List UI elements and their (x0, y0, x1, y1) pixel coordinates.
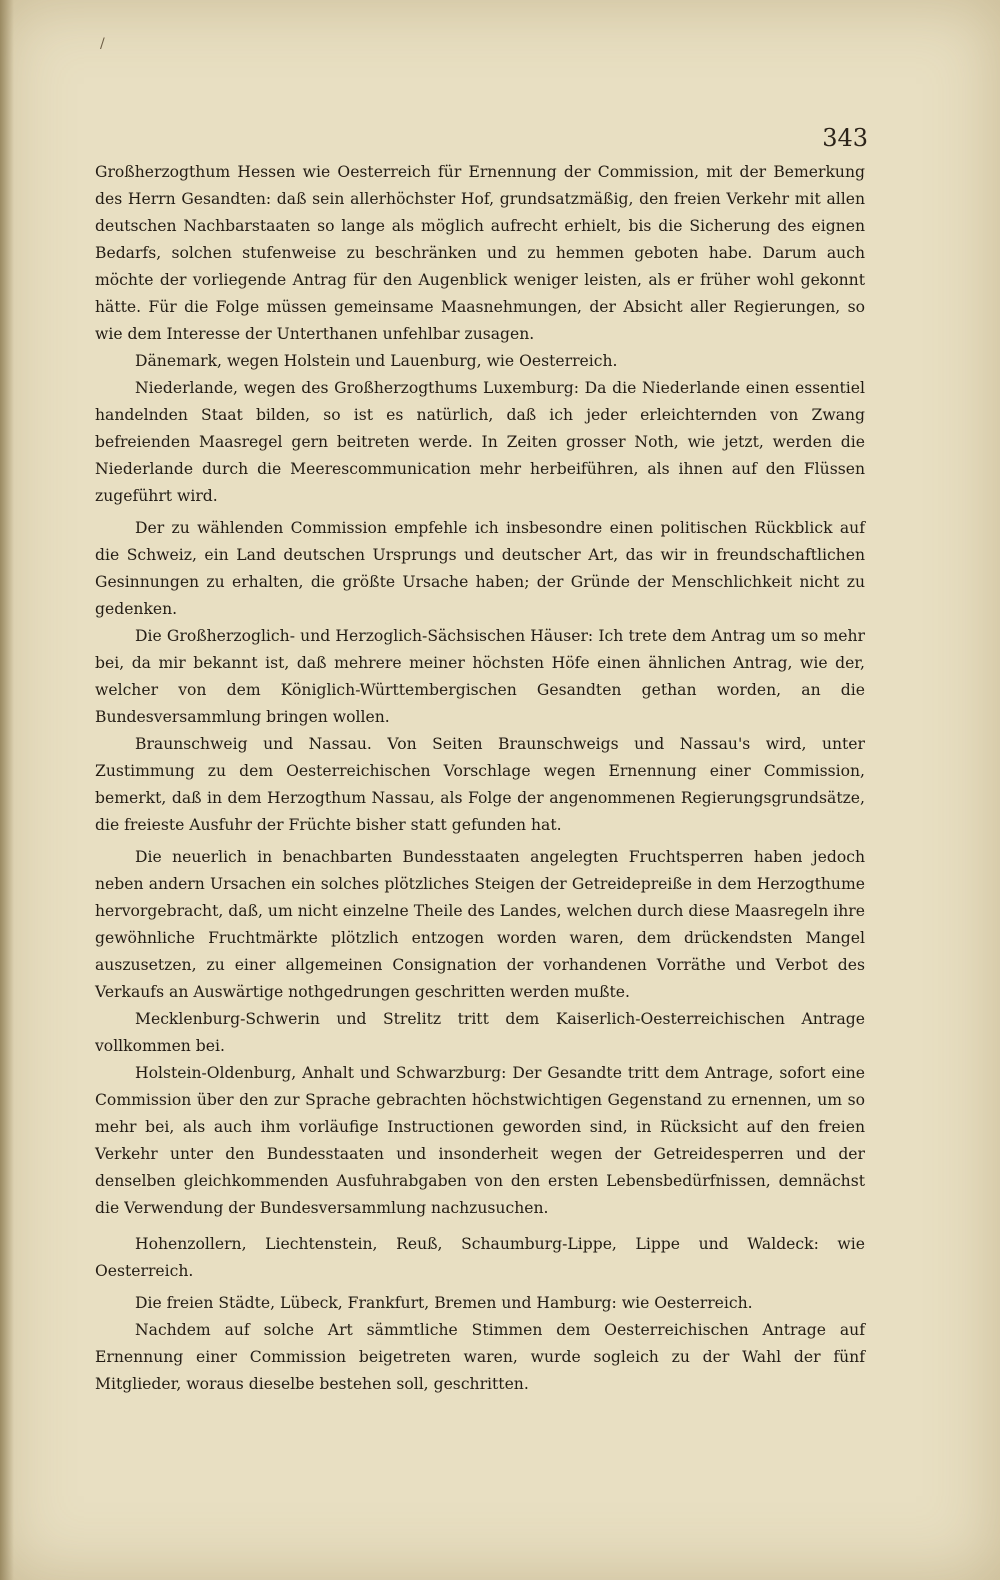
paragraph-saechsische-haeuser: Die Großherzoglich- und Herzoglich-Sächsischen Häuser: Ich trete dem Antrag um so mehr bei, da mir bekannt ist, daß mehrere meiner höchsten Höfe einen ähnlichen Antrag, wie der, welcher von dem Königlich-Württembergischen Gesandten gethan worden, an die Bundesversammlung bringen wollen. (95, 627, 865, 726)
paragraph-hohenzollern: Hohenzollern, Liechtenstein, Reuß, Schaumburg-Lippe, Lippe und Waldeck: wie Oesterreich. (95, 1235, 865, 1280)
paragraph-hessen: Großherzogthum Hessen wie Oesterreich für Ernennung der Commission, mit der Bemerkung des Herrn Gesandten: daß sein allerhöchster Hof, grundsatzmäßig, den freien Verkehr mit allen deutschen Nachbarstaaten so lange als möglich aufrecht erhielt, bis die Sicherung des eignen Bedarfs, solchen stufenweise zu beschränken und zu hemmen geboten habe. Darum auch möchte der vorliegende Antrag für den Augenblick weniger leisten, als er früher wohl gekonnt hätte. Für die Folge müssen gemeinsame Maasnehmungen, der Absicht aller Regierungen, so wie dem Interesse der Unterthanen unfehlbar zusagen. (95, 163, 865, 343)
paragraph-conclusion: Nachdem auf solche Art sämmtliche Stimmen dem Oesterreichischen Antrage auf Ernennung einer Commission beigetreten waren, wurde sogleich zu der Wahl der fünf Mitglieder, woraus dieselbe bestehen soll, geschritten. (95, 1321, 865, 1393)
body-text (95, 159, 865, 1398)
page-number: 343 (822, 124, 868, 152)
binding-shadow (0, 0, 14, 1580)
paragraph-commission-schweiz: Der zu wählenden Commission empfehle ich insbesondre einen politischen Rückblick auf die Schweiz, ein Land deutschen Ursprungs und deutscher Art, das wir in freundschaftlichen Gesinnungen zu erhalten, die größte Ursache haben; der Gründe der Menschlichkeit nicht zu gedenken. (95, 519, 865, 618)
paragraph-daenemark: Dänemark, wegen Holstein und Lauenburg, wie Oesterreich. (135, 352, 618, 370)
paragraph-niederlande: Niederlande, wegen des Großherzogthums Luxemburg: Da die Niederlande einen essentiel handelnden Staat bilden, so ist es natürlich, daß ich jeder erleichternden von Zwang befreienden Maasregel gern beitreten werde. In Zeiten grosser Noth, wie jetzt, werden die Niederlande durch die Meerescommunication mehr herbeiführen, als ihnen auf den Flüssen zugeführt wird. (95, 379, 865, 505)
paragraph-holstein-oldenburg: Holstein-Oldenburg, Anhalt und Schwarzburg: Der Gesandte tritt dem Antrage, sofort eine Commission über den zur Sprache gebrachten höchstwichtigen Gegenstand zu ernennen, um so mehr bei, als auch ihm vorläufige Instructionen geworden sind, in Rücksicht auf den freien Verkehr unter den Bundesstaaten und insonderheit wegen der Getreidesperren und der denselben gleichkommenden Ausfuhrabgaben von den ersten Lebensbedürfnissen, demnächst die Verwendung der Bundesversammlung nachzusuchen. (95, 1064, 865, 1217)
paragraph-mecklenburg: Mecklenburg-Schwerin und Strelitz tritt dem Kaiserlich-Oesterreichischen Antrage vollkommen bei. (95, 1010, 865, 1055)
paragraph-fruchtsperren: Die neuerlich in benachbarten Bundesstaaten angelegten Fruchtsperren haben jedoch neben andern Ursachen ein solches plötzliches Steigen der Getreidepreiße in dem Herzogthume hervorgebracht, daß, um nicht einzelne Theile des Landes, welchen durch diese Maasregeln ihre gewöhnliche Fruchtmärkte plötzlich entzogen worden waren, dem drückendsten Mangel auszusetzen, zu einer allgemeinen Consignation der vorhandenen Vorräthe und Verbot des Verkaufs an Auswärtige nothgedrungen geschritten werden mußte. (95, 848, 865, 1001)
corner-mark: / (100, 36, 105, 52)
paragraph-freie-staedte: Die freien Städte, Lübeck, Frankfurt, Bremen und Hamburg: wie Oesterreich. (135, 1294, 753, 1312)
paragraph-braunschweig-nassau: Braunschweig und Nassau. Von Seiten Braunschweigs und Nassau's wird, unter Zustimmung zu dem Oesterreichischen Vorschlage wegen Ernennung einer Commission, bemerkt, daß in dem Herzogthum Nassau, als Folge der angenommenen Regierungsgrundsätze, die freieste Ausfuhr der Früchte bisher statt gefunden hat. (95, 735, 865, 834)
